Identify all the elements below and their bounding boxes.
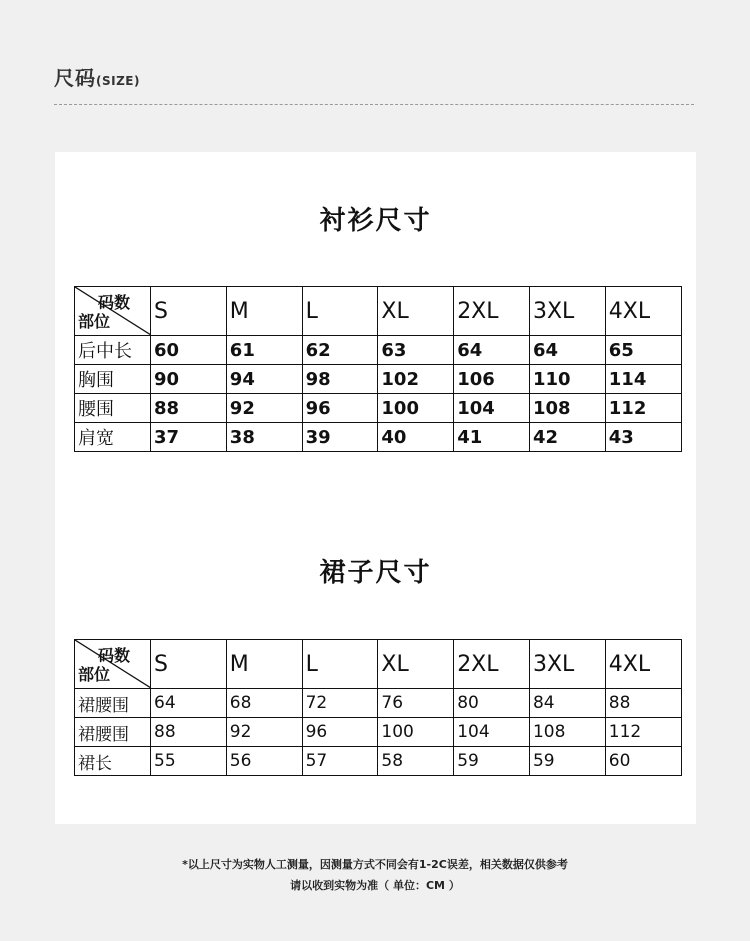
size-header: 4XL	[605, 287, 681, 336]
measurement-cell: 88	[605, 689, 681, 718]
measurement-cell: 58	[378, 747, 454, 776]
measurement-cell: 90	[151, 365, 227, 394]
row-label: 后中长	[75, 336, 151, 365]
measurement-cell: 80	[454, 689, 530, 718]
measurement-cell: 40	[378, 423, 454, 452]
measurement-cell: 104	[454, 718, 530, 747]
unit-note: 请以收到实物为准（ 单位：CM ）	[290, 879, 460, 892]
measurement-cell: 64	[151, 689, 227, 718]
measurement-cell: 39	[302, 423, 378, 452]
skirt-size-table	[74, 639, 682, 776]
measurement-cell: 110	[529, 365, 605, 394]
measurement-cell: 76	[378, 689, 454, 718]
measurement-cell: 92	[226, 718, 302, 747]
corner-part-label: 部位	[78, 312, 111, 331]
measurement-cell: 65	[605, 336, 681, 365]
measurement-cell: 42	[529, 423, 605, 452]
measurement-cell: 96	[302, 718, 378, 747]
measurement-cell: 59	[454, 747, 530, 776]
shirt-size-table	[74, 286, 682, 452]
measurement-cell: 108	[529, 718, 605, 747]
measurement-cell: 55	[151, 747, 227, 776]
table-row	[75, 718, 682, 747]
measurement-cell: 60	[605, 747, 681, 776]
measurement-cell: 37	[151, 423, 227, 452]
size-header: XL	[378, 287, 454, 336]
size-header: XL	[378, 640, 454, 689]
measurement-cell: 61	[226, 336, 302, 365]
measurement-cell: 88	[151, 394, 227, 423]
measurement-cell: 96	[302, 394, 378, 423]
table-row	[75, 689, 682, 718]
size-header: 4XL	[605, 640, 681, 689]
measurement-cell: 38	[226, 423, 302, 452]
corner-cell	[75, 287, 151, 336]
measurement-cell: 106	[454, 365, 530, 394]
measurement-cell: 114	[605, 365, 681, 394]
skirt-header-row	[75, 640, 682, 689]
page-title: 尺码(SIZE)	[54, 66, 140, 90]
header-divider	[54, 104, 694, 105]
measurement-cell: 56	[226, 747, 302, 776]
skirt-table-title: 裙子尺寸	[319, 558, 432, 588]
size-header: S	[151, 287, 227, 336]
size-header: L	[302, 287, 378, 336]
measurement-note: *以上尺寸为实物人工测量，因测量方式不同会有1-2C误差，相关数据仅供参考	[182, 858, 568, 871]
measurement-cell: 112	[605, 718, 681, 747]
shirt-header-row	[75, 287, 682, 336]
measurement-cell: 98	[302, 365, 378, 394]
row-label: 肩宽	[75, 423, 151, 452]
size-header: M	[226, 640, 302, 689]
row-label: 胸围	[75, 365, 151, 394]
row-label: 腰围	[75, 394, 151, 423]
measurement-cell: 92	[226, 394, 302, 423]
table-row	[75, 394, 682, 423]
row-label: 裙长	[75, 747, 151, 776]
measurement-cell: 59	[529, 747, 605, 776]
measurement-cell: 94	[226, 365, 302, 394]
measurement-cell: 104	[454, 394, 530, 423]
corner-part-label: 部位	[78, 665, 111, 684]
measurement-cell: 84	[529, 689, 605, 718]
size-header: 3XL	[529, 287, 605, 336]
measurement-cell: 64	[454, 336, 530, 365]
table-row	[75, 365, 682, 394]
size-header: S	[151, 640, 227, 689]
measurement-cell: 100	[378, 718, 454, 747]
row-label: 裙腰围	[75, 689, 151, 718]
measurement-cell: 63	[378, 336, 454, 365]
size-header: 3XL	[529, 640, 605, 689]
size-header: 2XL	[454, 287, 530, 336]
measurement-cell: 112	[605, 394, 681, 423]
size-header: 2XL	[454, 640, 530, 689]
corner-size-label: 码数	[97, 293, 130, 312]
corner-cell	[75, 640, 151, 689]
size-header: M	[226, 287, 302, 336]
measurement-cell: 57	[302, 747, 378, 776]
measurement-cell: 43	[605, 423, 681, 452]
corner-size-label: 码数	[97, 646, 130, 665]
measurement-cell: 72	[302, 689, 378, 718]
table-row	[75, 747, 682, 776]
measurement-cell: 64	[529, 336, 605, 365]
size-header: L	[302, 640, 378, 689]
measurement-cell: 102	[378, 365, 454, 394]
table-row	[75, 423, 682, 452]
measurement-cell: 100	[378, 394, 454, 423]
measurement-cell: 62	[302, 336, 378, 365]
size-chart-panel	[55, 152, 696, 824]
table-row	[75, 336, 682, 365]
shirt-table-title: 衬衫尺寸	[319, 206, 432, 236]
row-label: 裙腰围	[75, 718, 151, 747]
measurement-cell: 60	[151, 336, 227, 365]
measurement-cell: 108	[529, 394, 605, 423]
measurement-cell: 41	[454, 423, 530, 452]
measurement-cell: 68	[226, 689, 302, 718]
measurement-cell: 88	[151, 718, 227, 747]
